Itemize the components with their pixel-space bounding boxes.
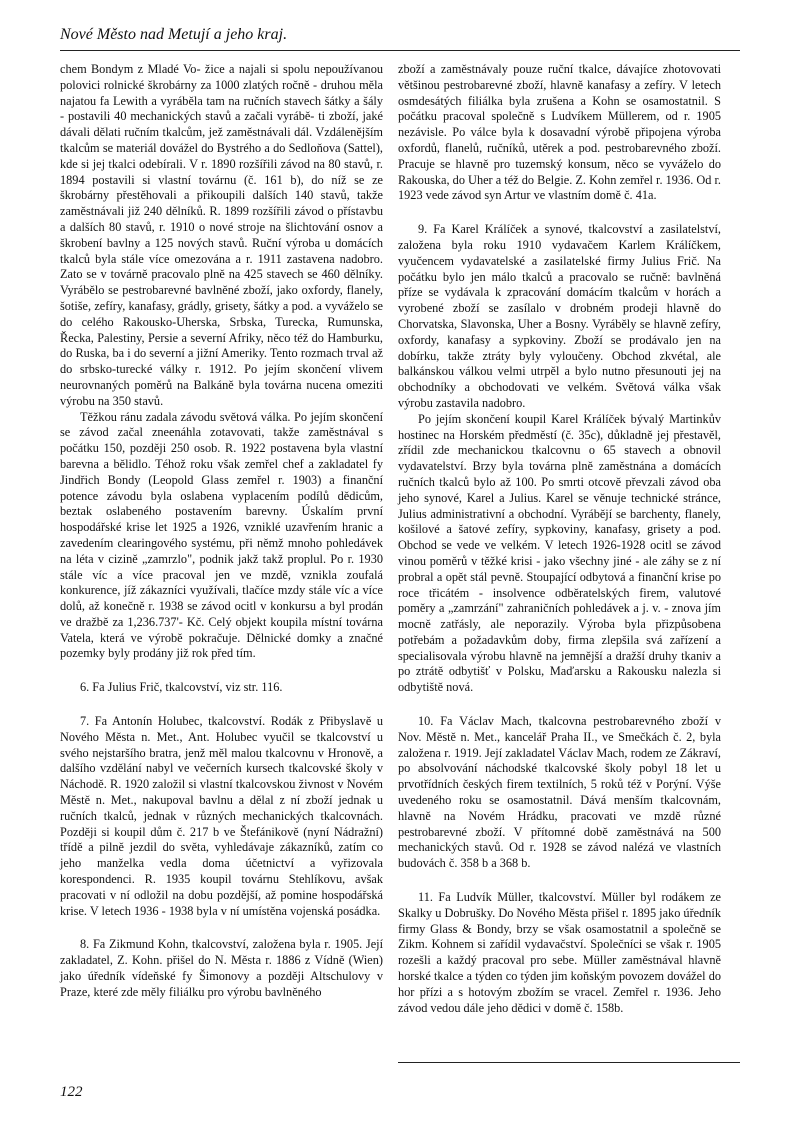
footer-rule (398, 1062, 740, 1063)
header-rule (60, 50, 740, 51)
paragraph-entry-8-continued: zboží a zaměstnávaly pouze ruční tkalce, dávajíce zhotovovati většinou pestrobarevné zboží, hlavně kanafasy a zefíry. V letech osmdesátých filiálka byla zrušena a Kohn se osamostatnil. S počátku pracoval společně s Ludvíkem Müllerem, od r. 1905 nezávisle. Po válce byla k dosavadní výrobě připojena výroba oxfordů, flanelů, ručníků, utěrek a pod. pestrobarevného zboží. Pracuje se hlavně pro tuzemský konsum, něco se vyváželo do Rakouska, do Uher a též do Belgie. Z. Kohn zemřel r. 1936. Od r. 1923 vede závod syn Artur ve vlastním domě č. 41a. (398, 62, 721, 203)
paragraph-entry-11: 11. Fa Ludvík Müller, tkalcovství. Müller byl rodákem ze Skalky u Dobrušky. Do Nového Města přišel r. 1895 jako úředník firmy Glass & Bondy, brzy se však osamostatnil a společně se Zikm. Kohnem si zařídil vydavačství. Společníci se však r. 1905 rozešli a každý pracoval pro sebe. Müller zaměstnával hlavně horské tkalce a týden co týden jim koňským povozem dovážel do hor přízi a s hotovým zbožím se vracel. Zemřel r. 1936. Jeho závod vedou dále jeho dědici v domě č. 158b. (398, 890, 721, 1015)
running-header: Nové Město nad Metují a jeho kraj. (60, 26, 288, 43)
paragraph-bondy-continued: chem Bondym z Mladé Vo- žice a najali si spolu nepoužívanou polovici rolnické škrobárny za 1000 zlatých ročně - druhou měla najatou fa Lewith a vyráběla tam na ručních stavech šátky a šály - postavili 40 mechanických stavů a začali vyrábě- ti zboží, jaké dávali dělati ručním tkalcům, jež zaměstnávali dál. Vzdálenějším tkalcům se materiál dovážel do Bystrého a do Sedloňova (Sattel), kde si jej tkalci odebírali. V r. 1890 rozšířili závod na 80 stavů, r. 1894 postavili si vlastní továrnu (č. 161 b), do níž se ze škrobárny přestěhovali a přikoupili dalších 140 stavů, takže zaměstnávali již 240 dělníků. R. 1899 rozšířili závod o přístavbu a dalších 80 stavů, r. 1910 o nové stroje na šlichtování osnov a škrobení bavlny a 125 nových stavů. Ruční výroba u domácích tkalců byla stále více omezována a r. 1911 zastavena nadobro. Zato se v továrně pracovalo plně na 425 stavech se 460 dělníky. Vyrábělo se pestrobarevné bavlněné zboží, jako oxfordy, flanely, šotiše, zefíry, kanafasy, grádly, grisety, šátky a pod. a vyváželo se do celého Rakousko-Uherska, Srbska, Turecka, Rumunska, Řecka, Palestiny, Persie a severní Afriky, něco též do Hamburku, do Ruska, ba i do severní a jižní Ameriky. Tento rozmach trval až do srbsko-turecké války r. 1912. Po jejím skončení vlivem neurovnaných poměrů na Balkáně byla továrna nucena omeziti výrobu na 350 stavů. (60, 62, 383, 408)
page-number: 122 (60, 1084, 83, 1100)
paragraph-war-impact: Těžkou ránu zadala závodu světová válka. Po jejím skončení se závod začal zneenáhla zotavovati, takže zaměstnával s počátku 150, později 250 osob. R. 1922 postavena byla vlastní barevna a bělidlo. Téhož roku však zemřel chef a zakladatel fy Jindřich Bondy (Leopold Glass zemřel r. 1903) a finanční potence závodu byla oslabena vyplacením podílů dědicům, beztak oslabeného postavením barevny. Úskalím první hospodářské krise let 1925 a 1926, vzniklé uzavřením hranic a zavedením clearingového systému, při němž mnoho pohledávek na léta v cizině „zamrzlo", podnik jakž takž proplul. Po r. 1930 stále víc a více pracoval jen ve mzdě, vznikla zoufalá konkurence, jíž zákazníci využívali, tlačíce mzdy stále víc a více dolů, až konečně r. 1938 se závod ocitl v konkursu a byl prodán ve dražbě za 1,236.737'- Kč. Celý objekt koupila místní továrna Vatela, která ve výrobě pokračuje. Dělnické domky a značné pozemky byly prodány již rok před tím. (60, 409, 383, 661)
paragraph-entry-9: 9. Fa Karel Králíček a synové, tkalcovství a zasilatelství, založena byla roku 1910 vydavačem Karlem Králíčkem, vyučencem vydavatelské a zasilatelské firmy Julius Frič. Na počátku bylo jen málo tkalců a pracovalo se ručně: bavlněná příze se vydávala k zpracování domácím tkalcům v horách a vyrobené zboží se zasílalo v drobném prodeji hlavně do Chorvatska, Slavonska, Uher a Bosny. Vyráběly se hlavně zefíry, oxfordy, kanafasy a sypkoviny. Zboží se prodávalo jen na dobírku, takže ztráty byly vyloučeny. Obchod zkvétal, ale balkánskou válkou velmi utrpěl a bylo nutno přesunouti jej na obchodníky a obchodovati ve velkém. Světová válka však výrobu zastavila nadobro. (398, 222, 721, 410)
paragraph-entry-7: 7. Fa Antonín Holubec, tkalcovství. Rodák z Přibyslavě u Nového Města n. Met., Ant. Holubec vyučil se tkalcovství u svého nejstaršího bratra, jenž měl malou tkalcovnu v Hronově, a dalšího vzdělání nabyl ve večerních kursech tkalcovské školy v Náchodě. R. 1920 založil si vlastní tkalcovskou živnost v Novém Městě n. Met., nakupoval bavlnu a dělal z ní zboží jednak u ručních tkalců, jednak v různých mechanických tkalcovnách. Později si koupil dům č. 217 b ve Štefánikově (nyní Nádražní) třídě a pilně jezdil do světa, vyhledávaje zákazníků, zatím co jeho manželka vedla doma účetnictví a vyřizovala korespondenci. R. 1935 koupil továrnu Stehlíkovu, avšak pracovati v ní odložil na dobu pozdější, až pomine hospodářská krise. V letech 1936 - 1938 byla v ní umístěna vojenská posádka. (60, 714, 383, 918)
right-column (398, 62, 721, 1016)
paragraph-entry-10: 10. Fa Václav Mach, tkalcovna pestrobarevného zboží v Nov. Městě n. Met., kancelář Praha II., ve Smečkách č. 2, byla založena r. 1919. Její zakladatel Václav Mach, rodem ze Zákraví, po absolvování náchodské tkalcovské školy pobyl 18 let u prvotřídních českých firem textilních, 5 roků též v Porýní. Výše uvedeného roku se osamostatnil. Dává menším tkalcovnám, hlavně na Novém Hrádku, pracovati ve mzdě různé pestrobarevné zboží. V přítomné době zaměstnává na 500 mechanických stavů. Od r. 1928 se závod nalézá ve vlastních budovách č. 358 b a 368 b. (398, 714, 721, 871)
paragraph-entry-6: 6. Fa Julius Frič, tkalcovství, viz str. 116. (80, 680, 283, 695)
left-column (60, 62, 383, 1001)
paragraph-entry-8: 8. Fa Zikmund Kohn, tkalcovství, založena byla r. 1905. Její zakladatel, Z. Kohn. přišel do N. Města r. 1886 z Vídně (Wien) jako úředník vídeňské fy Šimonovy a později Altschulovy v Praze, které zde měly filiálku pro výrobu bavlněného (60, 937, 383, 999)
paragraph-entry-9-continued: Po jejím skončení koupil Karel Králíček bývalý Martinkův hostinec na Horském předměstí (č. 35c), důkladně jej přestavěl, zřídil zde mechanickou tkalcovnu o 65 stavech a obnovil vydavatelství. Brzy byla továrna plně zaměstnána a domácích ručních tkalců bylo až 100. Po smrti otcově převzali závod oba jeho synové, Karel a Julius. Karel se věnuje technické stránce, Julius administrativní a obchodní. Vyrábějí se barchenty, flanely, košilové a šatové zefíry, sypkoviny, kanafasy, grisety a pod. Obchod se vede ve velkém. V letech 1926-1928 ocitl se závod vinou poměrů v těžké krisi - jako všechny jiné - ale záhy se z ní probral a opět stál pevně. Stoupající odbytová a finanční krise po roce třicátém - insolvence odběratelských firem, valutové poměry a „zamrzání" zahraničních pohledávek a j. v. - znova jím mocně zatřásly, ale neporazily. Výroba byla přizpůsobena potřebám a požadavkům doby, firma zlepšila svá zařízení a specialisovala výrobu hlavně na jemnější a dražší druhy tkaniv a po ztrátě odbytišť v Polsku, Maďarsku a Rakousku nalezla si odbytiště nová. (398, 411, 721, 695)
